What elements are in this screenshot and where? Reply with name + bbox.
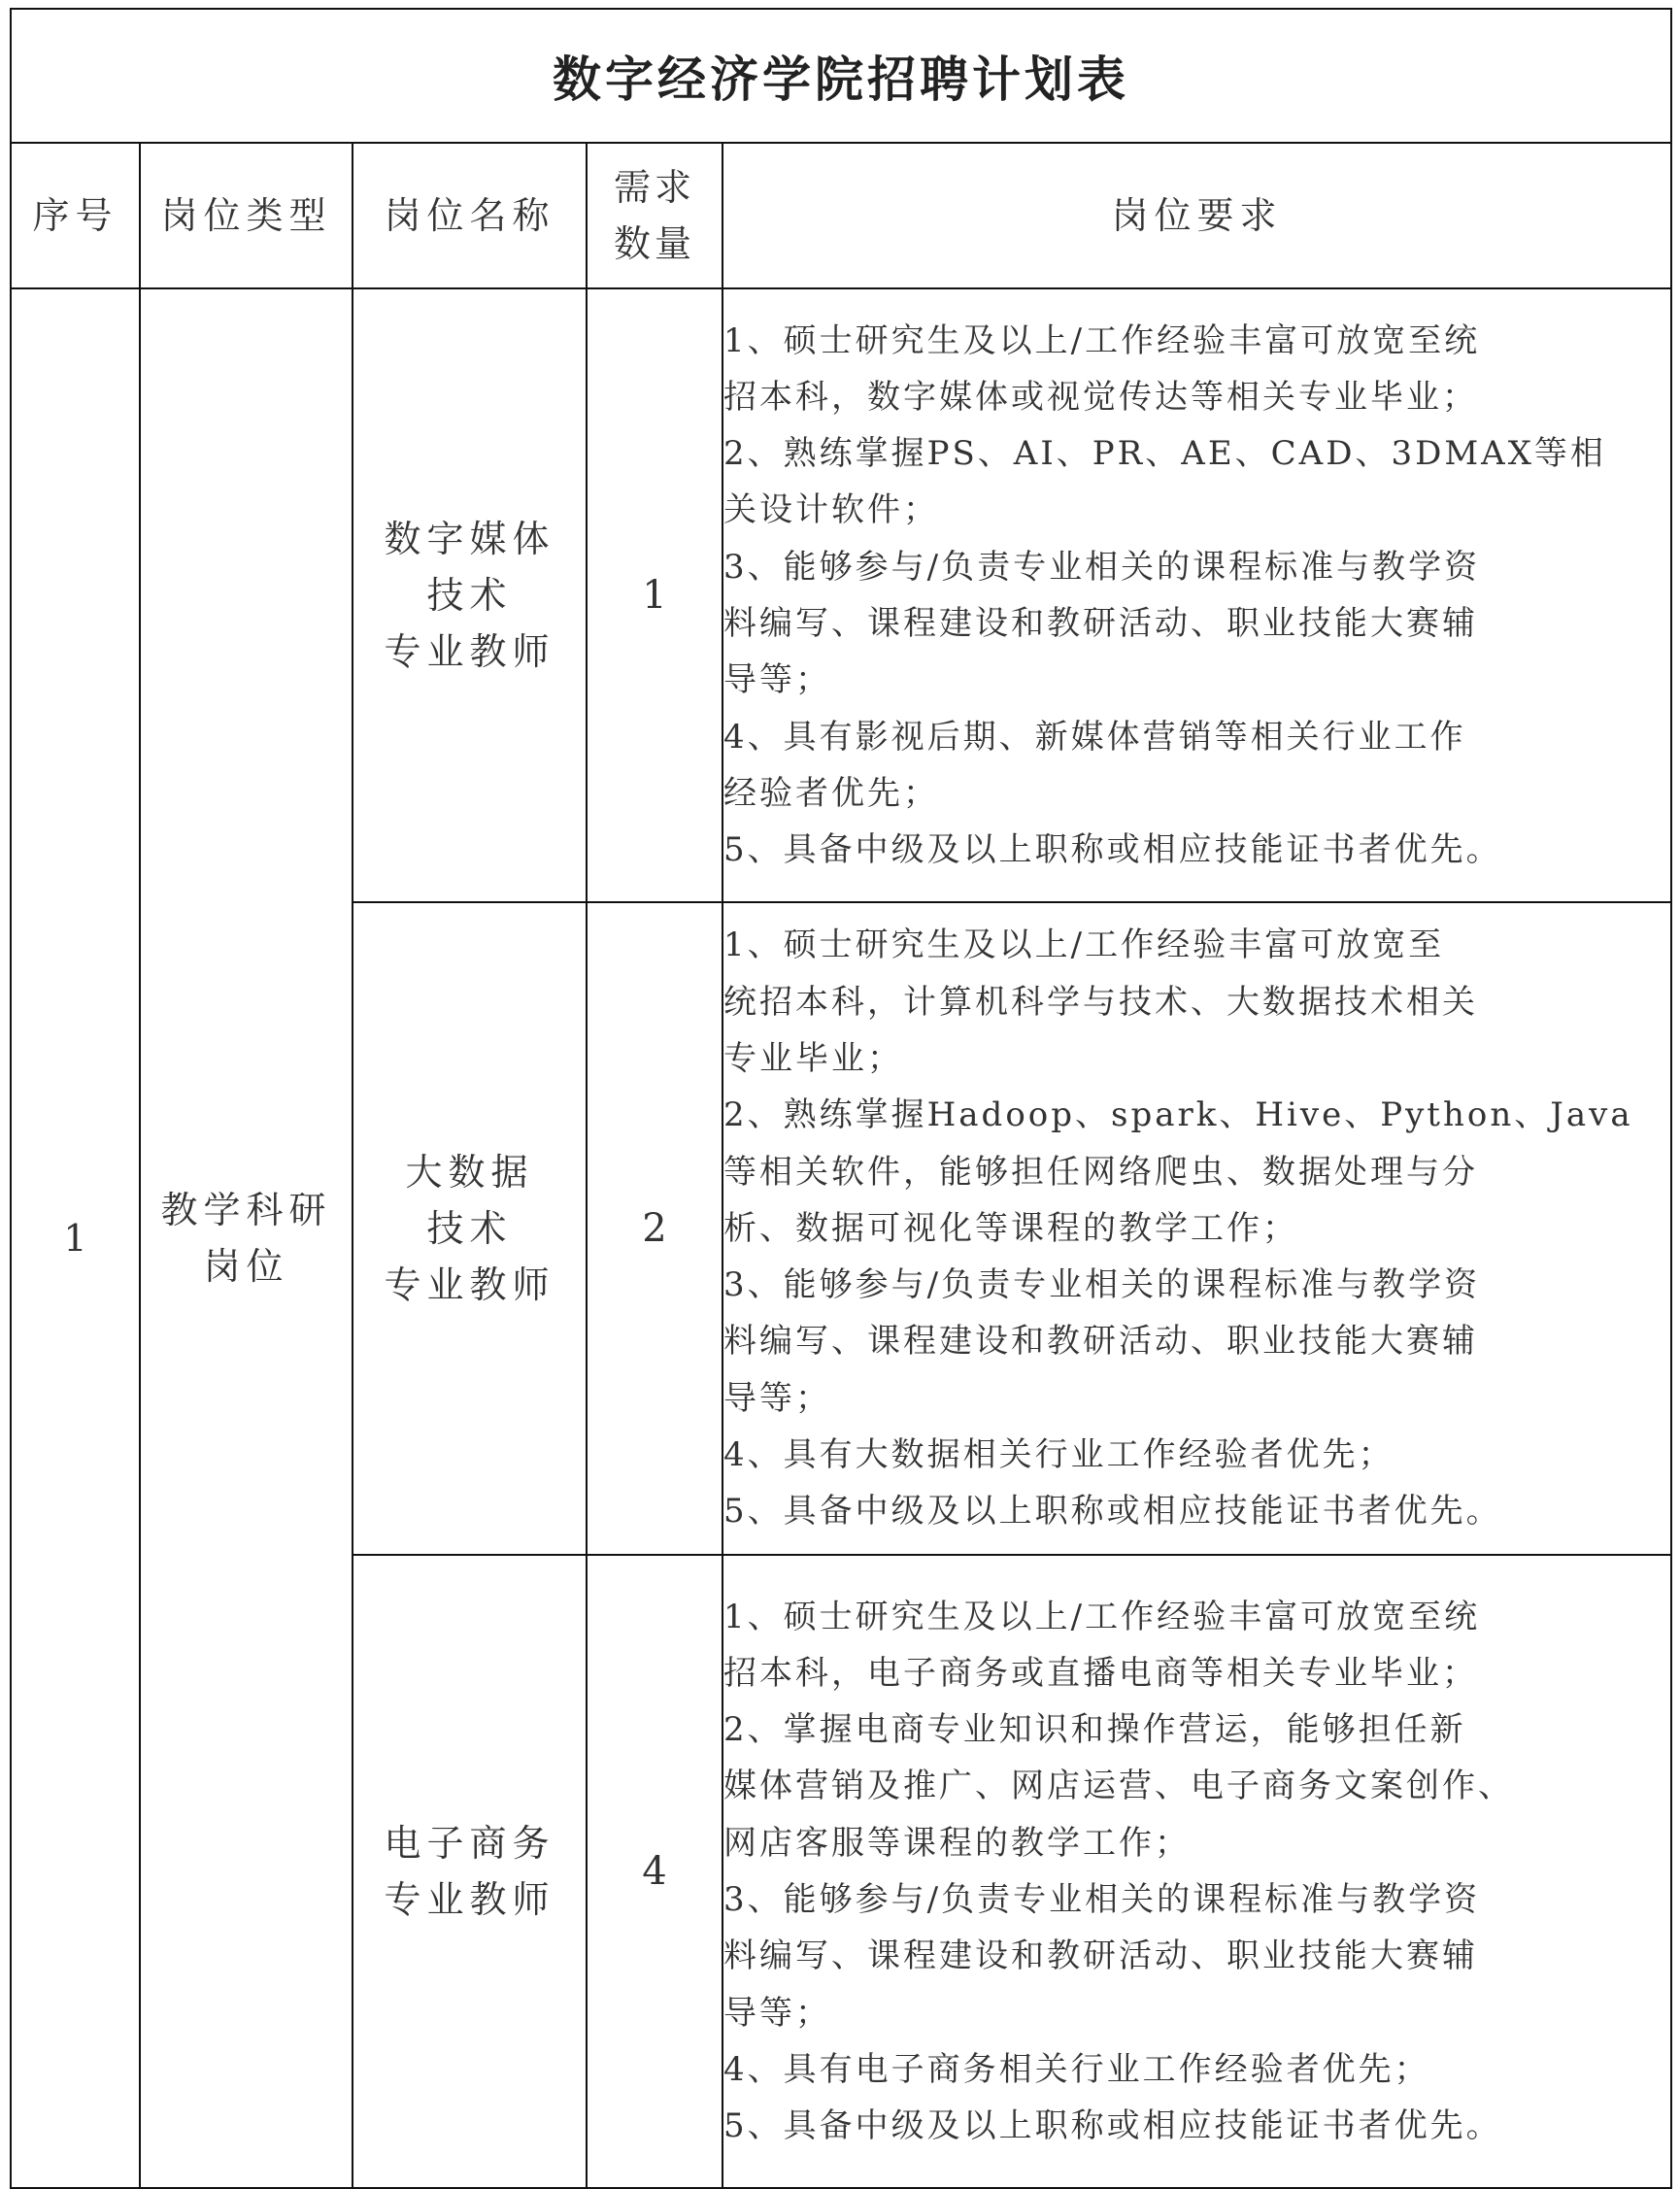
position-name-cell — [353, 902, 587, 1555]
requirement-line: 5、具备中级及以上职称或相应技能证书者优先。 — [723, 830, 1502, 870]
position-name-line: 技术 — [426, 574, 513, 617]
requirement-line: 3、能够参与/负责专业相关的课程标准与教学资 — [723, 1880, 1481, 1919]
position-name-cell — [353, 288, 587, 902]
requirement-line: 网店客服等课程的教学工作； — [723, 1823, 1191, 1863]
requirements-cell — [722, 1555, 1671, 2188]
position-name-line: 数字媒体 — [384, 518, 555, 560]
header-row — [11, 143, 1671, 288]
requirement-line: 料编写、课程建设和教研活动、职业技能大赛辅 — [723, 1936, 1478, 1976]
position-name-line: 大数据 — [405, 1151, 534, 1194]
requirement-line: 4、具有电子商务相关行业工作经验者优先； — [723, 2049, 1430, 2089]
requirement-line: 专业毕业； — [723, 1038, 903, 1078]
position-type-line2: 岗位 — [203, 1245, 289, 1288]
requirement-line: 5、具备中级及以上职称或相应技能证书者优先。 — [723, 1492, 1502, 1532]
table-row — [11, 288, 1671, 902]
requirement-line: 3、能够参与/负责专业相关的课程标准与教学资 — [723, 1265, 1481, 1305]
requirement-line: 关设计软件； — [723, 490, 939, 530]
table-title: 数字经济学院招聘计划表 — [11, 9, 1671, 143]
requirement-line: 招本科，数字媒体或视觉传达等相关专业毕业； — [723, 377, 1478, 417]
requirement-line: 媒体营销及推广、网店运营、电子商务文案创作、 — [723, 1767, 1514, 1806]
position-name-line: 专业教师 — [384, 1878, 555, 1921]
header-seq: 序号 — [11, 143, 140, 288]
requirement-line: 经验者优先； — [723, 773, 939, 813]
quantity-cell: 4 — [587, 1555, 722, 2188]
header-quantity-line1: 需求 — [613, 166, 695, 209]
requirement-line: 5、具备中级及以上职称或相应技能证书者优先。 — [723, 2106, 1502, 2146]
requirement-line: 等相关软件，能够担任网络爬虫、数据处理与分 — [723, 1152, 1478, 1192]
position-name-line: 专业教师 — [384, 630, 555, 673]
requirements-cell — [722, 902, 1671, 1555]
position-name-cell — [353, 1555, 587, 2188]
requirement-line: 4、具有影视后期、新媒体营销等相关行业工作 — [723, 717, 1466, 757]
header-quantity — [587, 143, 722, 288]
requirement-line: 统招本科，计算机科学与技术、大数据技术相关 — [723, 982, 1478, 1022]
requirement-line: 招本科，电子商务或直播电商等相关专业毕业； — [723, 1653, 1478, 1693]
requirement-line: 导等； — [723, 1378, 831, 1418]
recruitment-plan-table — [10, 8, 1672, 2189]
requirement-line: 4、具有大数据相关行业工作经验者优先； — [723, 1435, 1394, 1475]
requirements-cell — [722, 288, 1671, 902]
requirement-line: 1、硕士研究生及以上/工作经验丰富可放宽至 — [723, 926, 1445, 965]
requirement-line: 3、能够参与/负责专业相关的课程标准与教学资 — [723, 547, 1481, 587]
requirement-line: 导等； — [723, 1993, 831, 2033]
quantity-cell: 1 — [587, 288, 722, 902]
position-type-line1: 教学科研 — [160, 1189, 332, 1231]
requirement-line: 2、熟练掌握PS、AI、PR、AE、CAD、3DMAX等相 — [723, 434, 1606, 474]
requirement-line: 1、硕士研究生及以上/工作经验丰富可放宽至统 — [723, 1597, 1481, 1636]
position-name-line: 电子商务 — [384, 1822, 555, 1865]
requirement-line: 2、掌握电商专业知识和操作营运，能够担任新 — [723, 1710, 1466, 1750]
requirement-line: 导等； — [723, 660, 831, 700]
requirement-line: 1、硕士研究生及以上/工作经验丰富可放宽至统 — [723, 320, 1481, 360]
header-requirements: 岗位要求 — [722, 143, 1671, 288]
requirement-line: 2、熟练掌握Hadoop、spark、Hive、Python、Java — [723, 1095, 1633, 1135]
header-quantity-line2: 数量 — [613, 222, 695, 265]
position-name-line: 专业教师 — [384, 1263, 555, 1306]
position-name-line: 技术 — [426, 1207, 513, 1250]
title-row — [11, 9, 1671, 143]
seq-cell: 1 — [11, 288, 140, 2188]
position-type-cell — [140, 288, 353, 2188]
requirement-line: 料编写、课程建设和教研活动、职业技能大赛辅 — [723, 1322, 1478, 1362]
header-position-name: 岗位名称 — [353, 143, 587, 288]
quantity-cell: 2 — [587, 902, 722, 1555]
requirement-line: 析、数据可视化等课程的教学工作； — [723, 1208, 1298, 1248]
header-position-type: 岗位类型 — [140, 143, 353, 288]
requirement-line: 料编写、课程建设和教研活动、职业技能大赛辅 — [723, 604, 1478, 643]
